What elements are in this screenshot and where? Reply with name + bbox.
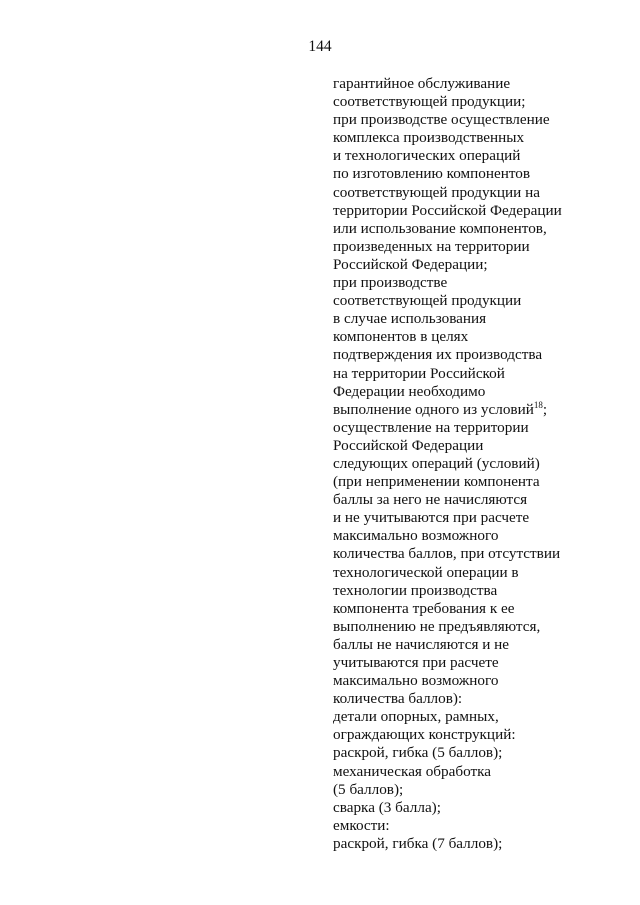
text-line: (при неприменении компонента [333, 473, 540, 491]
text-line: территории Российской Федерации [333, 201, 562, 219]
text-line: произведенных на территории [333, 237, 530, 255]
text-line: сварка (3 балла); [333, 798, 441, 816]
text-line: или использование компонентов, [333, 219, 547, 237]
text-line: (5 баллов); [333, 780, 404, 798]
text-line: раскрой, гибка (5 баллов); [333, 744, 503, 762]
text-line: компонента требования к ее [333, 599, 515, 617]
text-line: осуществление на территории [333, 418, 529, 436]
text-line: и не учитываются при расчете [333, 509, 530, 527]
text-line: соответствующей продукции [333, 292, 522, 310]
text-line: на территории Российской [333, 364, 505, 382]
text-line: по изготовлению компонентов [333, 165, 531, 183]
text-line: ограждающих конструкций: [333, 726, 516, 744]
text-line: количества баллов): [333, 690, 463, 708]
text-line: технологии производства [333, 581, 498, 599]
text-line: Федерации необходимо [333, 382, 486, 400]
text-block-after [333, 419, 633, 853]
text-line: компонентов в целях [333, 328, 469, 346]
footnote-reference[interactable]: 18 [533, 399, 543, 410]
text-line: соответствующей продукции на [333, 183, 540, 201]
text-block-before [333, 75, 633, 401]
text-column [333, 75, 633, 853]
text-line: баллы за него не начисляются [333, 491, 528, 509]
text-line: раскрой, гибка (7 баллов); [333, 834, 503, 852]
text-line: подтверждения их производства [333, 346, 543, 364]
text-line: максимально возможного [333, 672, 499, 690]
text-line-footnote-tail: ; [542, 400, 548, 418]
text-line: емкости: [333, 816, 390, 834]
text-line: следующих операций (условий) [333, 454, 540, 472]
text-line: и технологических операций [333, 147, 521, 165]
text-line: при производстве осуществление [333, 111, 550, 129]
text-line-footnote [333, 401, 633, 419]
text-line: количества баллов, при отсутствии [333, 545, 561, 563]
text-line: баллы не начисляются и не [333, 635, 510, 653]
text-line: в случае использования [333, 310, 487, 328]
text-line: технологической операции в [333, 563, 519, 581]
text-line: учитываются при расчете [333, 654, 499, 671]
text-line: выполнению не предъявляются, [333, 617, 541, 635]
text-line: Российской Федерации [333, 436, 484, 454]
text-line: механическая обработка [333, 762, 492, 780]
text-line: соответствующей продукции; [333, 93, 526, 111]
text-line-footnote-body: выполнение одного из условий [333, 400, 534, 418]
text-line: гарантийное обслуживание [333, 75, 511, 92]
text-line: Российской Федерации; [333, 255, 488, 273]
page-number: 144 [308, 38, 332, 55]
text-line: максимально возможного [333, 527, 499, 545]
text-line: при производстве [333, 274, 448, 292]
text-line: детали опорных, рамных, [333, 708, 499, 726]
text-line: комплекса производственных [333, 129, 525, 147]
